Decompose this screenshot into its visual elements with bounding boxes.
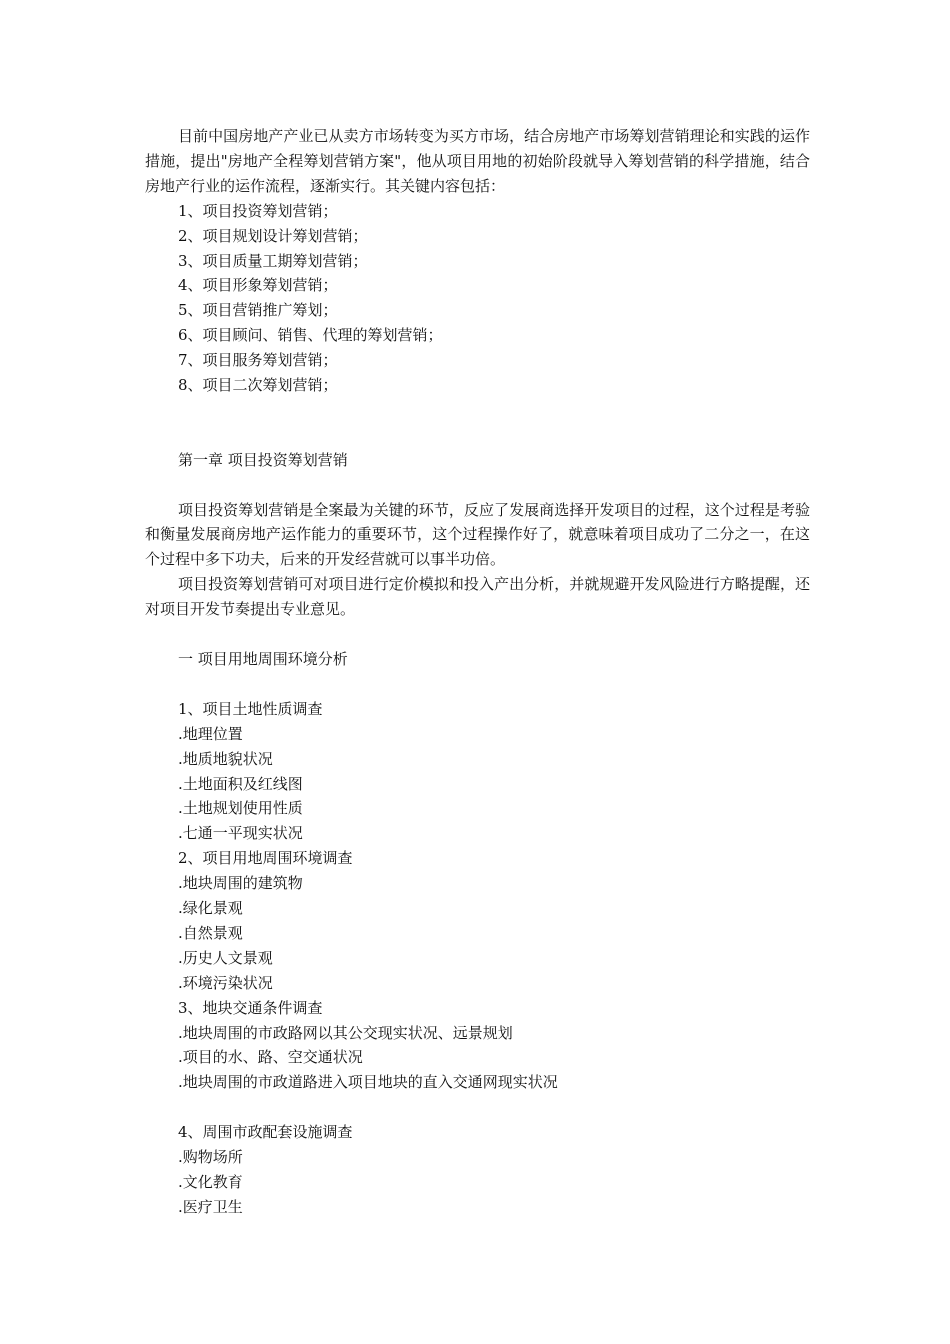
list-item: .地理位置: [178, 724, 243, 743]
document-body: [145, 124, 810, 1220]
list-item: 4、项目形象筹划营销；: [178, 276, 338, 295]
section-title: 一 项目用地周围环境分析: [178, 649, 348, 668]
list-item: .环境污染状况: [178, 973, 273, 992]
list-item: 7、项目服务筹划营销；: [178, 351, 338, 370]
list-item: .购物场所: [178, 1148, 243, 1167]
list-item: 3、项目质量工期筹划营销；: [178, 251, 368, 270]
list-item: .七通一平现实状况: [178, 824, 303, 843]
chapter-paragraph: 项目投资筹划营销是全案最为关键的环节，反应了发展商选择开发项目的过程，这个过程是考验和衡量发展商房地产运作能力的重要环节，这个过程操作好了，就意味着项目成功了二分之一，在这个过程中多下功夫，后来的开发经营就可以事半功倍。: [145, 500, 810, 569]
chapter-paragraph: 项目投资筹划营销可对项目进行定价模拟和投入产出分析，并就规避开发风险进行方略提醒，还对项目开发节奏提出专业意见。: [145, 575, 810, 619]
list-item: .项目的水、路、空交通状况: [178, 1048, 363, 1067]
chapter-title: 第一章 项目投资筹划营销: [178, 450, 348, 469]
list-item: .土地规划使用性质: [178, 799, 303, 818]
list-item: 8、项目二次筹划营销；: [178, 376, 338, 395]
list-item: 2、项目规划设计筹划营销；: [178, 226, 368, 245]
list-item: .文化教育: [178, 1172, 243, 1191]
list-item: 1、项目投资筹划营销；: [178, 201, 338, 220]
group-heading: 4、周围市政配套设施调查: [178, 1123, 353, 1142]
list-item: .绿化景观: [178, 899, 243, 918]
list-item: 5、项目营销推广筹划；: [178, 301, 338, 320]
list-item: .历史人文景观: [178, 948, 273, 967]
intro-list: [145, 199, 810, 398]
list-item: .地质地貌状况: [178, 749, 273, 768]
group-heading: 1、项目土地性质调查: [178, 699, 323, 718]
list-item: .土地面积及红线图: [178, 774, 303, 793]
list-item: .地块周围的市政路网以其公交现实状况、远景规划: [178, 1023, 513, 1042]
list-item: .地块周围的市政道路进入项目地块的直入交通网现实状况: [178, 1073, 558, 1092]
intro-paragraph: 目前中国房地产产业已从卖方市场转变为买方市场，结合房地产市场筹划营销理论和实践的运作措施，提出"房地产全程筹划营销方案"，他从项目用地的初始阶段就导入筹划营销的科学措施，结合房地产行业的运作流程，逐渐实行。其关键内容包括：: [145, 127, 810, 195]
list-item: 6、项目顾问、销售、代理的筹划营销；: [178, 326, 443, 345]
group-heading: 3、地块交通条件调查: [178, 998, 323, 1017]
list-item: .地块周围的建筑物: [178, 874, 303, 893]
list-item: .医疗卫生: [178, 1197, 243, 1216]
group-heading: 2、项目用地周围环境调查: [178, 849, 353, 868]
list-item: .自然景观: [178, 923, 243, 942]
